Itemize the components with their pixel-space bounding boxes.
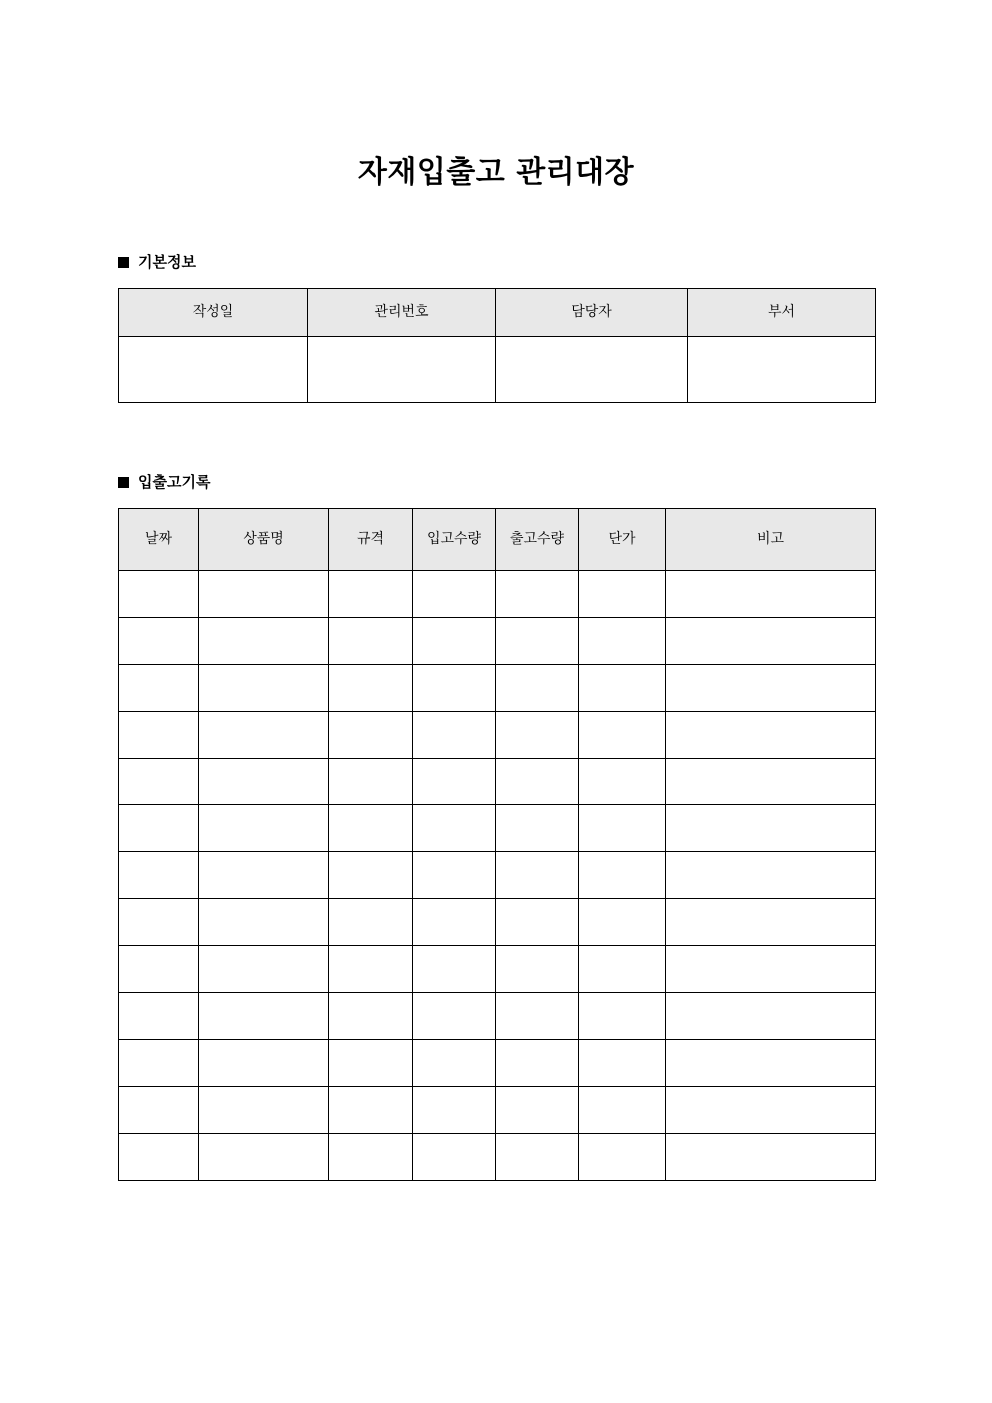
inout-records-table [118,508,876,1181]
page-title: 자재입출고 관리대장 [357,155,635,191]
cell-item-name[interactable] [199,993,329,1040]
filled-square-icon [118,477,129,488]
cell-outbound-qty[interactable] [496,805,579,852]
table-row [119,946,876,993]
cell-inbound-qty[interactable] [413,617,496,664]
column-header-outbound-qty: 출고수량 [496,509,579,571]
cell-spec[interactable] [329,1133,413,1180]
table-row [119,993,876,1040]
cell-date[interactable] [119,571,199,618]
table-row [119,899,876,946]
cell-department[interactable] [688,337,876,403]
table-row [119,664,876,711]
table-row [119,1133,876,1180]
cell-inbound-qty[interactable] [413,852,496,899]
section-heading-basic-info [118,255,196,270]
cell-outbound-qty[interactable] [496,946,579,993]
column-header-date: 날짜 [119,509,199,571]
cell-person-in-charge[interactable] [496,337,688,403]
section-heading-basic-info-label: 기본정보 [138,253,196,271]
cell-remarks[interactable] [666,1086,876,1133]
section-heading-inout-records-label: 입출고기록 [138,473,211,491]
cell-date[interactable] [119,1039,199,1086]
cell-inbound-qty[interactable] [413,1039,496,1086]
cell-item-name[interactable] [199,617,329,664]
table-row [119,1086,876,1133]
cell-item-name[interactable] [199,805,329,852]
cell-inbound-qty[interactable] [413,664,496,711]
table-row [119,758,876,805]
cell-spec[interactable] [329,1039,413,1086]
column-header-control-number: 관리번호 [308,289,496,337]
cell-unit-price[interactable] [579,571,666,618]
column-header-person-in-charge: 담당자 [496,289,688,337]
cell-inbound-qty[interactable] [413,899,496,946]
cell-unit-price[interactable] [579,758,666,805]
cell-spec[interactable] [329,617,413,664]
cell-outbound-qty[interactable] [496,617,579,664]
cell-remarks[interactable] [666,805,876,852]
cell-remarks[interactable] [666,1039,876,1086]
cell-spec[interactable] [329,899,413,946]
column-header-remarks: 비고 [666,509,876,571]
column-header-department: 부서 [688,289,876,337]
cell-date[interactable] [119,664,199,711]
cell-unit-price[interactable] [579,805,666,852]
cell-spec[interactable] [329,1086,413,1133]
section-heading-inout-records [118,475,210,490]
cell-remarks[interactable] [666,758,876,805]
cell-outbound-qty[interactable] [496,899,579,946]
cell-remarks[interactable] [666,899,876,946]
basic-info-table [118,288,876,403]
cell-inbound-qty[interactable] [413,711,496,758]
cell-date[interactable] [119,899,199,946]
cell-control-number[interactable] [308,337,496,403]
table-row [119,805,876,852]
cell-remarks[interactable] [666,571,876,618]
cell-remarks[interactable] [666,1133,876,1180]
cell-unit-price[interactable] [579,946,666,993]
cell-outbound-qty[interactable] [496,993,579,1040]
cell-inbound-qty[interactable] [413,571,496,618]
table-header-row [119,509,876,571]
cell-spec[interactable] [329,946,413,993]
cell-date[interactable] [119,711,199,758]
cell-unit-price[interactable] [579,852,666,899]
column-header-creation-date: 작성일 [119,289,308,337]
cell-remarks[interactable] [666,852,876,899]
cell-outbound-qty[interactable] [496,758,579,805]
cell-item-name[interactable] [199,1039,329,1086]
column-header-unit-price: 단가 [579,509,666,571]
cell-spec[interactable] [329,852,413,899]
cell-unit-price[interactable] [579,993,666,1040]
cell-unit-price[interactable] [579,711,666,758]
cell-outbound-qty[interactable] [496,571,579,618]
cell-outbound-qty[interactable] [496,711,579,758]
cell-remarks[interactable] [666,711,876,758]
cell-date[interactable] [119,805,199,852]
cell-inbound-qty[interactable] [413,993,496,1040]
cell-outbound-qty[interactable] [496,1086,579,1133]
cell-unit-price[interactable] [579,899,666,946]
cell-outbound-qty[interactable] [496,1039,579,1086]
filled-square-icon [118,257,129,268]
cell-outbound-qty[interactable] [496,1133,579,1180]
cell-outbound-qty[interactable] [496,664,579,711]
table-row [119,852,876,899]
column-header-inbound-qty: 입고수량 [413,509,496,571]
cell-inbound-qty[interactable] [413,1133,496,1180]
cell-inbound-qty[interactable] [413,805,496,852]
cell-inbound-qty[interactable] [413,758,496,805]
cell-date[interactable] [119,946,199,993]
cell-spec[interactable] [329,711,413,758]
cell-item-name[interactable] [199,758,329,805]
cell-date[interactable] [119,993,199,1040]
cell-date[interactable] [119,758,199,805]
cell-item-name[interactable] [199,711,329,758]
table-row [119,337,876,403]
cell-spec[interactable] [329,571,413,618]
column-header-spec: 규격 [329,509,413,571]
cell-remarks[interactable] [666,993,876,1040]
cell-item-name[interactable] [199,946,329,993]
cell-inbound-qty[interactable] [413,946,496,993]
cell-spec[interactable] [329,993,413,1040]
cell-unit-price[interactable] [579,1086,666,1133]
cell-remarks[interactable] [666,664,876,711]
cell-item-name[interactable] [199,852,329,899]
cell-item-name[interactable] [199,1133,329,1180]
cell-item-name[interactable] [199,571,329,618]
cell-outbound-qty[interactable] [496,852,579,899]
table-row [119,571,876,618]
cell-date[interactable] [119,1133,199,1180]
cell-unit-price[interactable] [579,617,666,664]
cell-spec[interactable] [329,805,413,852]
column-header-item-name: 상품명 [199,509,329,571]
cell-date[interactable] [119,852,199,899]
cell-creation-date[interactable] [119,337,308,403]
inout-records-body [119,571,876,1181]
cell-date[interactable] [119,617,199,664]
cell-item-name[interactable] [199,1086,329,1133]
cell-spec[interactable] [329,664,413,711]
cell-remarks[interactable] [666,617,876,664]
cell-unit-price[interactable] [579,1039,666,1086]
cell-date[interactable] [119,1086,199,1133]
table-row [119,1039,876,1086]
cell-item-name[interactable] [199,899,329,946]
table-row [119,617,876,664]
table-row [119,711,876,758]
cell-unit-price[interactable] [579,664,666,711]
cell-item-name[interactable] [199,664,329,711]
cell-spec[interactable] [329,758,413,805]
cell-unit-price[interactable] [579,1133,666,1180]
cell-remarks[interactable] [666,946,876,993]
table-header-row [119,289,876,337]
cell-inbound-qty[interactable] [413,1086,496,1133]
